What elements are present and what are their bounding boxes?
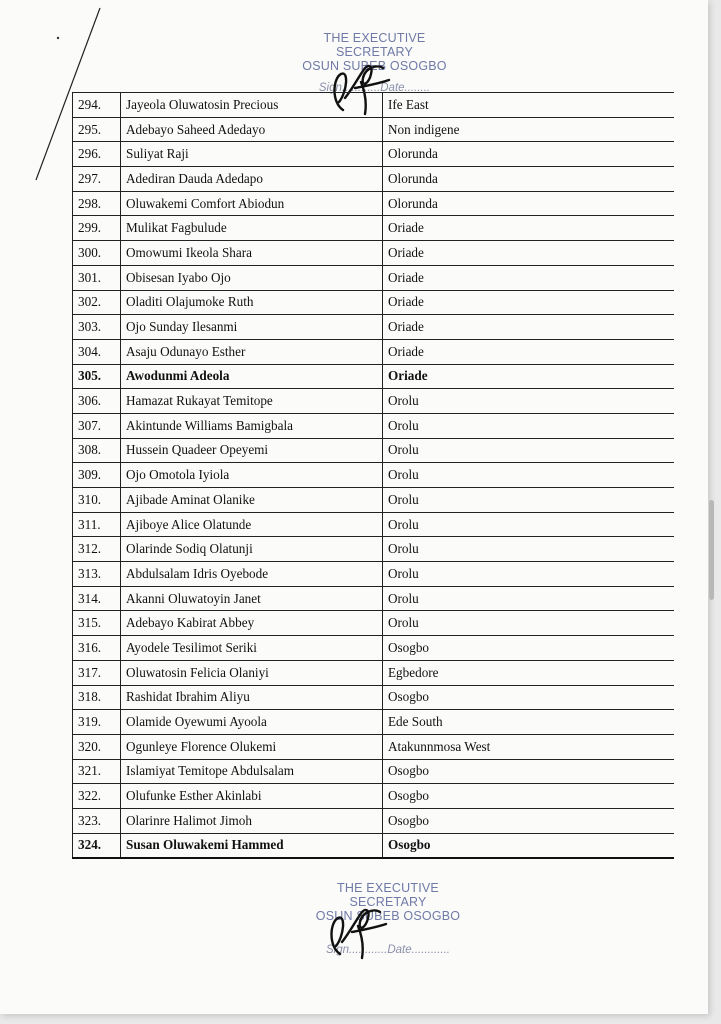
table-row	[73, 463, 675, 488]
lga-cell: Olorunda	[383, 142, 675, 167]
table-row	[73, 364, 675, 389]
lga-cell: Osogbo	[383, 808, 675, 833]
applicant-name-cell: Hussein Quadeer Opeyemi	[121, 438, 383, 463]
applicant-name-cell: Obisesan Iyabo Ojo	[121, 265, 383, 290]
applicant-name-cell: Adebayo Kabirat Abbey	[121, 611, 383, 636]
table-row	[73, 290, 675, 315]
table-row	[73, 833, 675, 858]
row-number-cell: 306.	[73, 389, 121, 414]
table-row	[73, 413, 675, 438]
lga-cell: Oriade	[383, 216, 675, 241]
row-number-cell: 311.	[73, 512, 121, 537]
row-number-cell: 316.	[73, 636, 121, 661]
stamp-sign-date: Sign............Date............	[326, 944, 450, 956]
applicant-name-cell: Ajibade Aminat Olanike	[121, 488, 383, 513]
row-number-cell: 295.	[73, 117, 121, 142]
stamp-subtitle: OSUN SUBEB OSOGBO	[315, 909, 461, 923]
lga-cell: Orolu	[383, 537, 675, 562]
stamp-sign-date: Sign............Date........	[318, 82, 431, 94]
applicant-name-cell: Ojo Sunday Ilesanmi	[121, 315, 383, 340]
lga-cell: Olorunda	[383, 191, 675, 216]
applicant-name-cell: Mulikat Fagbulude	[121, 216, 383, 241]
stamp-title: THE EXECUTIVE SECRETARY	[323, 31, 426, 59]
row-number-cell: 309.	[73, 463, 121, 488]
lga-cell: Osogbo	[383, 759, 675, 784]
applicant-name-cell: Adediran Dauda Adedapo	[121, 167, 383, 192]
table-row	[73, 734, 675, 759]
lga-cell: Olorunda	[383, 167, 675, 192]
row-number-cell: 294.	[73, 93, 121, 118]
lga-cell: Orolu	[383, 413, 675, 438]
applicant-name-cell: Ojo Omotola Iyiola	[121, 463, 383, 488]
table-row	[73, 685, 675, 710]
row-number-cell: 308.	[73, 438, 121, 463]
table-row	[73, 438, 675, 463]
applicant-name-cell: Susan Oluwakemi Hammed	[121, 833, 383, 858]
applicant-name-cell: Abdulsalam Idris Oyebode	[121, 562, 383, 587]
applicant-name-cell: Rashidat Ibrahim Aliyu	[121, 685, 383, 710]
row-number-cell: 310.	[73, 488, 121, 513]
lga-cell: Egbedore	[383, 660, 675, 685]
table-row	[73, 216, 675, 241]
lga-cell: Ede South	[383, 710, 675, 735]
lga-cell: Orolu	[383, 512, 675, 537]
table-row	[73, 562, 675, 587]
row-number-cell: 321.	[73, 759, 121, 784]
table-row	[73, 142, 675, 167]
table-row	[73, 808, 675, 833]
table-row	[73, 241, 675, 266]
row-number-cell: 324.	[73, 833, 121, 858]
lga-cell: Orolu	[383, 463, 675, 488]
applicant-name-cell: Awodunmi Adeola	[121, 364, 383, 389]
lga-cell: Osogbo	[383, 685, 675, 710]
row-number-cell: 318.	[73, 685, 121, 710]
table-row	[73, 315, 675, 340]
lga-cell: Orolu	[383, 562, 675, 587]
executive-secretary-stamp-top	[292, 31, 457, 95]
applicant-name-cell: Islamiyat Temitope Abdulsalam	[121, 759, 383, 784]
row-number-cell: 314.	[73, 586, 121, 611]
lga-cell: Oriade	[383, 339, 675, 364]
lga-cell: Oriade	[383, 315, 675, 340]
lga-cell: Orolu	[383, 611, 675, 636]
applicant-name-cell: Olamide Oyewumi Ayoola	[121, 710, 383, 735]
row-number-cell: 322.	[73, 784, 121, 809]
table-row	[73, 660, 675, 685]
row-number-cell: 303.	[73, 315, 121, 340]
table-row	[73, 265, 675, 290]
applicants-table	[72, 92, 674, 859]
applicant-name-cell: Oluwakemi Comfort Abiodun	[121, 191, 383, 216]
applicant-name-cell: Ayodele Tesilimot Seriki	[121, 636, 383, 661]
lga-cell: Oriade	[383, 290, 675, 315]
row-number-cell: 302.	[73, 290, 121, 315]
lga-cell: Oriade	[383, 265, 675, 290]
row-number-cell: 304.	[73, 339, 121, 364]
applicant-name-cell: Suliyat Raji	[121, 142, 383, 167]
table-row	[73, 512, 675, 537]
lga-cell: Atakunnmosa West	[383, 734, 675, 759]
table-row	[73, 784, 675, 809]
row-number-cell: 323.	[73, 808, 121, 833]
row-number-cell: 307.	[73, 413, 121, 438]
row-number-cell: 300.	[73, 241, 121, 266]
stamp-subtitle: OSUN SUBEB OSOGBO	[302, 59, 447, 73]
table-row	[73, 611, 675, 636]
lga-cell: Oriade	[383, 364, 675, 389]
applicant-name-cell: Oladiti Olajumoke Ruth	[121, 290, 383, 315]
table-row	[73, 389, 675, 414]
lga-cell: Osogbo	[383, 784, 675, 809]
lga-cell: Orolu	[383, 389, 675, 414]
row-number-cell: 305.	[73, 364, 121, 389]
lga-cell: Osogbo	[383, 636, 675, 661]
applicant-name-cell: Hamazat Rukayat Temitope	[121, 389, 383, 414]
applicant-name-cell: Asaju Odunayo Esther	[121, 339, 383, 364]
row-number-cell: 319.	[73, 710, 121, 735]
scrollbar-thumb[interactable]	[709, 500, 714, 600]
row-number-cell: 320.	[73, 734, 121, 759]
table-row	[73, 759, 675, 784]
row-number-cell: 317.	[73, 660, 121, 685]
applicant-name-cell: Olarinde Sodiq Olatunji	[121, 537, 383, 562]
row-number-cell: 313.	[73, 562, 121, 587]
row-number-cell: 315.	[73, 611, 121, 636]
row-number-cell: 298.	[73, 191, 121, 216]
applicant-name-cell: Omowumi Ikeola Shara	[121, 241, 383, 266]
table-row	[73, 636, 675, 661]
stamp-title: THE EXECUTIVE SECRETARY	[337, 881, 439, 909]
applicant-name-cell: Olufunke Esther Akinlabi	[121, 784, 383, 809]
table-row	[73, 537, 675, 562]
table-row	[73, 191, 675, 216]
table-row	[73, 710, 675, 735]
row-number-cell: 296.	[73, 142, 121, 167]
executive-secretary-stamp-bottom	[303, 881, 473, 957]
table-row	[73, 488, 675, 513]
applicant-name-cell: Jayeola Oluwatosin Precious	[121, 93, 383, 118]
lga-cell: Oriade	[383, 241, 675, 266]
table-row	[73, 586, 675, 611]
applicant-name-cell: Adebayo Saheed Adedayo	[121, 117, 383, 142]
lga-cell: Orolu	[383, 438, 675, 463]
table-row	[73, 167, 675, 192]
applicant-name-cell: Ogunleye Florence Olukemi	[121, 734, 383, 759]
applicant-name-cell: Akintunde Williams Bamigbala	[121, 413, 383, 438]
table-row	[73, 93, 675, 118]
row-number-cell: 299.	[73, 216, 121, 241]
applicant-name-cell: Akanni Oluwatoyin Janet	[121, 586, 383, 611]
lga-cell: Orolu	[383, 586, 675, 611]
applicant-name-cell: Olarinre Halimot Jimoh	[121, 808, 383, 833]
row-number-cell: 312.	[73, 537, 121, 562]
row-number-cell: 297.	[73, 167, 121, 192]
row-number-cell: 301.	[73, 265, 121, 290]
lga-cell: Ife East	[383, 93, 675, 118]
table-row	[73, 117, 675, 142]
lga-cell: Orolu	[383, 488, 675, 513]
applicant-name-cell: Oluwatosin Felicia Olaniyi	[121, 660, 383, 685]
lga-cell: Non indigene	[383, 117, 675, 142]
lga-cell: Osogbo	[383, 833, 675, 858]
table-row	[73, 339, 675, 364]
applicant-name-cell: Ajiboye Alice Olatunde	[121, 512, 383, 537]
